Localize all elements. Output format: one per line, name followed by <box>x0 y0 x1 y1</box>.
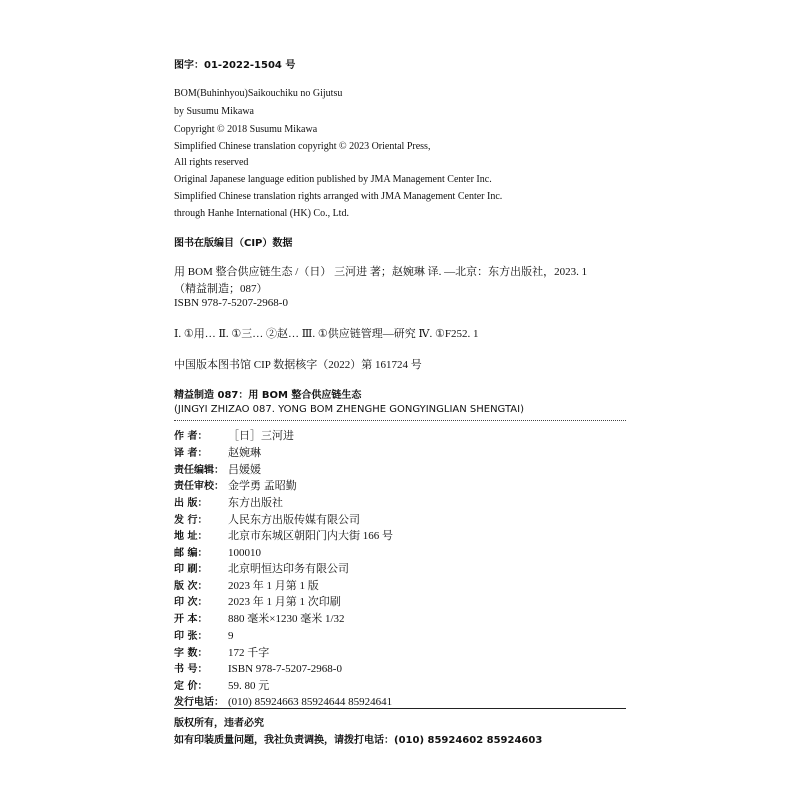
info-row-proofreader <box>174 477 297 491</box>
copyright-line: Copyright © 2018 Susumu Mikawa <box>174 124 318 135</box>
info-value: 吕媛媛 <box>228 464 261 476</box>
copyright-line: Original Japanese language edition published by JMA Management Center Inc. <box>174 174 492 185</box>
info-row-format <box>174 610 345 624</box>
info-label: 定 价： <box>174 681 208 692</box>
cip-line: ISBN 978-7-5207-2968-0 <box>174 297 288 309</box>
info-row-publisher <box>174 494 283 508</box>
info-label: 开 本： <box>174 614 208 625</box>
info-row-isbn <box>174 660 342 674</box>
info-label: 版 次： <box>174 581 208 592</box>
info-value: 金学勇 孟昭勤 <box>228 480 297 492</box>
info-row-word-count <box>174 644 269 658</box>
info-value: 100010 <box>228 547 261 559</box>
info-value: 赵婉琳 <box>228 447 261 459</box>
cip-line: （精益制造；087） <box>174 283 268 295</box>
info-row-editor <box>174 461 261 475</box>
permit-number: 图字：01-2022-1504 号 <box>174 60 296 71</box>
info-label: 发 行： <box>174 515 208 526</box>
info-label: 印 刷： <box>174 564 208 575</box>
info-value: 北京明恒达印务有限公司 <box>228 563 349 575</box>
info-value: ISBN 978-7-5207-2968-0 <box>228 663 342 675</box>
copyright-line: Simplified Chinese translation copyright © 2023 Oriental Press, <box>174 141 431 152</box>
info-label: 发行电话： <box>174 697 224 708</box>
info-label: 译 者： <box>174 448 208 459</box>
info-row-translator <box>174 444 261 458</box>
info-row-postcode <box>174 544 261 558</box>
copyright-line: Simplified Chinese translation rights arranged with JMA Management Center Inc. <box>174 191 503 202</box>
info-label: 地 址： <box>174 531 208 542</box>
copyright-line: All rights reserved <box>174 157 249 168</box>
divider <box>174 420 626 421</box>
info-value: 东方出版社 <box>228 497 283 509</box>
cip-number: 中国版本图书馆 CIP 数据核字（2022）第 161724 号 <box>174 359 422 371</box>
info-row-distributor <box>174 511 360 525</box>
info-label: 字 数： <box>174 648 208 659</box>
info-value: 59. 80 元 <box>228 680 270 692</box>
book-title: 精益制造 087：用 BOM 整合供应链生态 <box>174 390 362 401</box>
info-value: 2023 年 1 月第 1 版 <box>228 580 319 592</box>
copyright-line: through Hanhe International (HK) Co., Ltd. <box>174 208 349 219</box>
info-row-edition <box>174 577 319 591</box>
info-row-sheets <box>174 627 234 641</box>
info-row-address <box>174 527 393 541</box>
info-value: (010) 85924663 85924644 85924641 <box>228 696 393 708</box>
book-pinyin: (JINGYI ZHIZAO 087. YONG BOM ZHENGHE GONGYINGLIAN SHENGTAI) <box>174 404 524 415</box>
info-value: 9 <box>228 630 234 642</box>
info-row-printer <box>174 560 349 574</box>
info-label: 印 次： <box>174 597 208 608</box>
divider <box>174 708 626 709</box>
rights-notice: 版权所有，违者必究 <box>174 718 264 729</box>
info-row-price <box>174 677 269 691</box>
info-value: ［日］三河进 <box>228 430 294 442</box>
cip-line: 用 BOM 整合供应链生态 /（日） 三河进 著；赵婉琳 译. —北京：东方出版社，2023. 1 <box>174 266 588 278</box>
info-label: 责任审校： <box>174 481 224 492</box>
info-row-author <box>174 427 294 441</box>
info-label: 出 版： <box>174 498 208 509</box>
copyright-line: by Susumu Mikawa <box>174 106 254 117</box>
info-label: 作 者： <box>174 431 208 442</box>
classification-line: Ⅰ. ①用… Ⅱ. ①三… ②赵… Ⅲ. ①供应链管理—研究 Ⅳ. ①F252. 1 <box>174 328 479 340</box>
info-row-phone <box>174 693 392 707</box>
info-label: 邮 编： <box>174 548 208 559</box>
info-label: 书 号： <box>174 664 208 675</box>
info-value: 172 千字 <box>228 647 270 659</box>
info-value: 北京市东城区朝阳门内大街 166 号 <box>228 530 393 542</box>
info-label: 责任编辑： <box>174 465 224 476</box>
info-value: 2023 年 1 月第 1 次印刷 <box>228 596 341 608</box>
info-value: 人民东方出版传媒有限公司 <box>228 514 360 526</box>
cip-heading: 图书在版编目（CIP）数据 <box>174 238 293 249</box>
info-value: 880 毫米×1230 毫米 1/32 <box>228 613 345 625</box>
quality-notice: 如有印装质量问题，我社负责调换，请拨打电话：(010) 85924602 85924603 <box>174 735 543 746</box>
info-label: 印 张： <box>174 631 208 642</box>
info-row-printing <box>174 593 341 607</box>
copyright-line: BOM(Buhinhyou)Saikouchiku no Gijutsu <box>174 88 343 99</box>
